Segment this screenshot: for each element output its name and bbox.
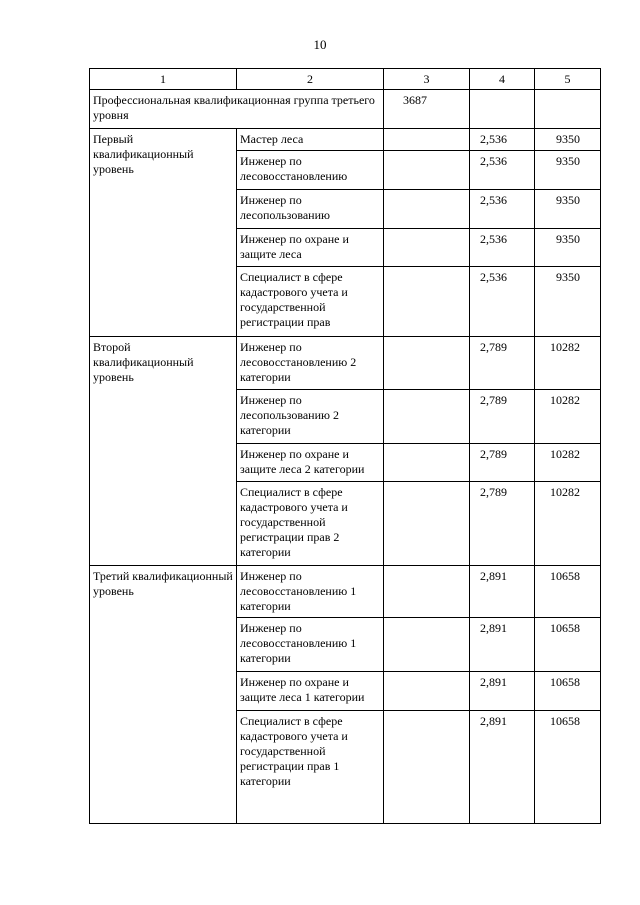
position-title: Инженер по охране и защите леса 2 категории [237,444,384,482]
level-name: Третий квалификационный уровень [90,566,237,824]
position-salary: 10282 [535,482,601,566]
position-salary: 10658 [535,618,601,672]
header-cell-3: 3 [384,69,470,90]
position-coef: 2,536 [470,151,535,190]
position-coef: 2,789 [470,482,535,566]
position-title: Инженер по лесопользованию [237,190,384,229]
position-coef: 2,536 [470,190,535,229]
position-coef: 2,891 [470,672,535,711]
position-title: Инженер по охране и защите леса [237,229,384,267]
group-salary-empty [535,90,601,129]
position-salary: 10282 [535,444,601,482]
position-code-empty [384,390,470,444]
position-coef: 2,536 [470,267,535,337]
level-name: Первый квалификационный уровень [90,129,237,337]
position-code-empty [384,444,470,482]
position-coef: 2,789 [470,444,535,482]
position-coef: 2,536 [470,229,535,267]
position-salary: 10282 [535,337,601,390]
position-coef: 2,789 [470,390,535,444]
position-coef: 2,891 [470,711,535,824]
position-coef: 2,789 [470,337,535,390]
group-code: 3687 [384,90,470,129]
position-title: Инженер по лесовосстановлению 2 категории [237,337,384,390]
position-code-empty [384,151,470,190]
position-code-empty [384,566,470,618]
position-salary: 9350 [535,151,601,190]
position-title: Специалист в сфере кадастрового учета и государственной регистрации прав 1 категории [237,711,384,824]
salary-table [89,68,601,824]
position-code-empty [384,190,470,229]
position-code-empty [384,711,470,824]
position-code-empty [384,618,470,672]
position-coef: 2,891 [470,566,535,618]
group-coef-empty [470,90,535,129]
header-cell-1: 1 [90,69,237,90]
position-title: Мастер леса [237,129,384,151]
position-coef: 2,536 [470,129,535,151]
position-title: Инженер по лесовосстановлению [237,151,384,190]
position-code-empty [384,229,470,267]
position-salary: 9350 [535,229,601,267]
position-title: Инженер по лесопользованию 2 категории [237,390,384,444]
header-row [90,69,601,90]
position-code-empty [384,672,470,711]
group-title: Профессиональная квалификационная группа третьего уровня [90,90,384,129]
position-salary: 9350 [535,129,601,151]
header-cell-2: 2 [237,69,384,90]
position-title: Инженер по охране и защите леса 1 категории [237,672,384,711]
position-salary: 10658 [535,711,601,824]
level-name: Второй квалификационный уровень [90,337,237,566]
position-salary: 10658 [535,672,601,711]
table-row [90,129,601,151]
position-title: Инженер по лесовосстановлению 1 категории [237,566,384,618]
position-code-empty [384,267,470,337]
group-row [90,90,601,129]
position-salary: 10658 [535,566,601,618]
position-code-empty [384,337,470,390]
position-title: Специалист в сфере кадастрового учета и государственной регистрации прав [237,267,384,337]
table-row [90,337,601,390]
position-salary: 9350 [535,190,601,229]
position-salary: 9350 [535,267,601,337]
position-code-empty [384,129,470,151]
header-cell-4: 4 [470,69,535,90]
table-row [90,566,601,618]
header-cell-5: 5 [535,69,601,90]
position-title: Специалист в сфере кадастрового учета и государственной регистрации прав 2 категории [237,482,384,566]
position-title: Инженер по лесовосстановлению 1 категории [237,618,384,672]
position-code-empty [384,482,470,566]
page-number: 10 [313,37,327,52]
position-coef: 2,891 [470,618,535,672]
position-salary: 10282 [535,390,601,444]
